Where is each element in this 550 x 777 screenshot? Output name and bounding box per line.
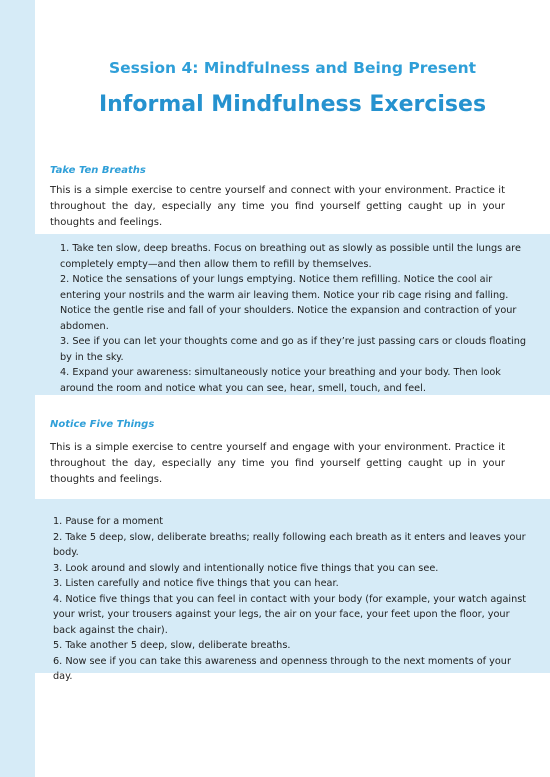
steps-list [60, 241, 528, 396]
section-intro-notice-five-things: This is a simple exercise to centre yourself and engage with your environment. Practice it throughout the day, especially any time you find yourself getting caught up in your thoughts and feelings. [50, 442, 505, 485]
list-item: 2. Notice the sensations of your lungs emptying. Notice them refilling. Notice the cool air entering your nostrils and the warm air leaving them. Notice your rib cage rising and falling. Notice the gentle rise and fall of your shoulders. Notice the expansion and contraction of your abdomen. [60, 274, 517, 332]
list-item: 3. See if you can let your thoughts come and go as if they’re just passing cars or clouds floating by in the sky. [60, 336, 527, 363]
page-title: Informal Mindfulness Exercises [98, 92, 487, 117]
steps-list [53, 514, 533, 685]
list-item: 5. Take another 5 deep, slow, deliberate breaths. [53, 640, 291, 651]
list-item: 1. Pause for a moment [53, 516, 164, 527]
list-item: 4. Notice five things that you can feel in contact with your body (for example, your watch against your wrist, your trousers against your legs, the air on your face, your feet upon the floor, your back against the chair). [53, 593, 527, 636]
section-intro-take-ten-breaths: This is a simple exercise to centre yourself and connect with your environment. Practice it throughout the day, especially any time you find yourself getting caught up in your thoughts and feelings. [50, 185, 505, 228]
list-item: 4. Expand your awareness: simultaneously notice your breathing and your body. Then look around the room and notice what you can see, hear, smell, touch, and feel. [60, 367, 501, 394]
steps-box-take-ten-breaths [35, 234, 550, 395]
list-item: 3. Look around and slowly and intentionally notice five things that you can see. [53, 562, 439, 574]
list-item: 2. Take 5 deep, slow, deliberate breaths; really following each breath as it enters and leaves your body. [53, 531, 526, 558]
steps-box-notice-five-things [35, 499, 550, 682]
list-item: 3. Listen carefully and notice five things that you can hear. [53, 578, 339, 589]
section-heading-take-ten-breaths: Take Ten Breaths [50, 165, 146, 176]
list-item: 6. Now see if you can take this awareness and openness through to the next moments of your day. [53, 655, 511, 682]
left-margin-strip [0, 0, 35, 777]
session-title: Session 4: Mindfulness and Being Present [108, 59, 477, 77]
list-item: 1. Take ten slow, deep breaths. Focus on breathing out as slowly as possible until the lungs are completely empty—and then allow them to refill by themselves. [60, 243, 521, 270]
section-heading-notice-five-things: Notice Five Things [50, 419, 155, 430]
